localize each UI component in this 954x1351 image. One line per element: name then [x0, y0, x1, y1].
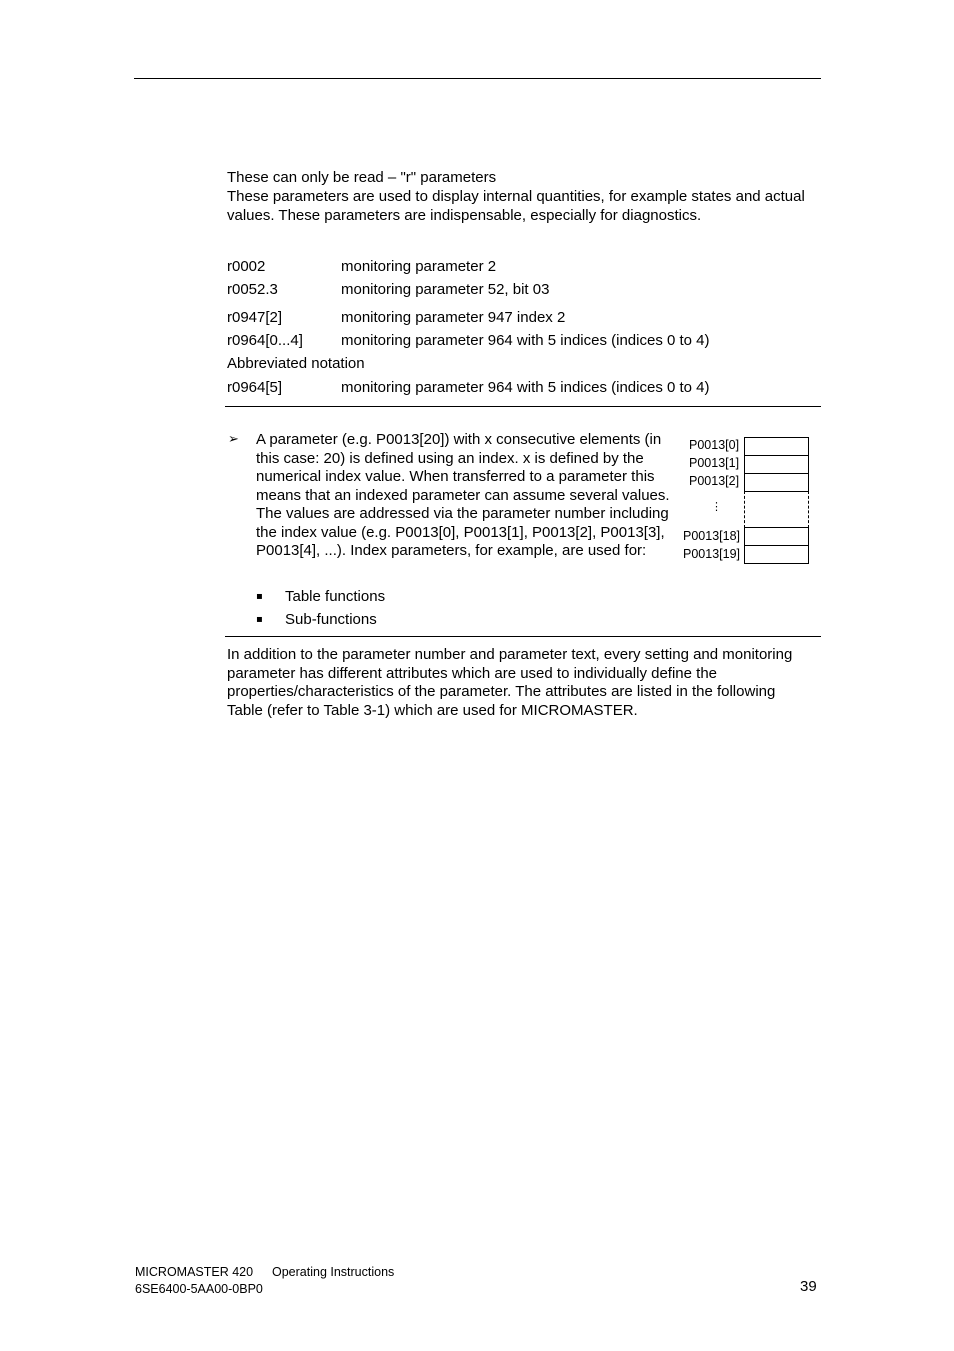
example-code: r0052.3: [227, 281, 278, 298]
abbreviated-desc: monitoring parameter 964 with 5 indices (indices 0 to 4): [341, 379, 710, 396]
index-cell: [744, 545, 809, 564]
index-label: P0013[18]: [683, 529, 740, 543]
indexed-parameter-paragraph: A parameter (e.g. P0013[20]) with x consecutive elements (in this case: 20) is defined using an index. x is defined by the numerical index value. When transferred to a parameter this means that an indexed parameter can assume several values. The values are addressed via the parameter number including the index value (e.g. P0013[0], P0013[1], P0013[2], P0013[3], P0013[4], ...). Index parameters, for example, are used for:: [256, 431, 670, 559]
example-code: r0947[2]: [227, 309, 283, 326]
intro-heading: These can only be read – "r" parameters: [227, 169, 497, 186]
abbreviated-label: Abbreviated notation: [227, 355, 365, 372]
index-label: P0013[19]: [683, 547, 740, 561]
list-item-table-functions: Table functions: [285, 588, 386, 605]
attributes-paragraph: In addition to the parameter number and parameter text, every setting and monitoring parameter has different attributes which are used to individually define the properties/characteristics of the parameter. The attributes are listed in the following Table (refer to Table 3-1) which are used for MICROMASTER.: [227, 646, 793, 719]
index-cell: [744, 473, 809, 492]
example-code: r0002: [227, 258, 266, 275]
section-divider: [225, 406, 821, 407]
intro-paragraph: These parameters are used to display internal quantities, for example states and actual values. These parameters are indispensable, especially for diagnostics.: [227, 188, 805, 224]
example-desc: monitoring parameter 964 with 5 indices (indices 0 to 4): [341, 332, 710, 349]
footer-product: MICROMASTER 420: [135, 1265, 254, 1279]
index-cell: [744, 437, 809, 456]
example-desc: monitoring parameter 52, bit 03: [341, 281, 550, 298]
footer-doc-type: Operating Instructions: [272, 1265, 395, 1279]
square-bullet-icon: ▪: [256, 591, 263, 602]
list-item-sub-functions: Sub-functions: [285, 611, 377, 628]
index-label: P0013[2]: [689, 474, 740, 488]
index-label: P0013[1]: [689, 456, 740, 470]
ellipsis-icon: ⋮: [711, 500, 722, 513]
example-desc: monitoring parameter 947 index 2: [341, 309, 566, 326]
index-cell: [744, 527, 809, 546]
abbreviated-code: r0964[5]: [227, 379, 283, 396]
arrow-bullet-icon: ➢: [228, 432, 239, 447]
index-cell: [744, 455, 809, 474]
footer-order-number: 6SE6400-5AA00-0BP0: [135, 1282, 263, 1296]
header-rule: [134, 78, 821, 79]
index-label: P0013[0]: [689, 438, 740, 452]
example-desc: monitoring parameter 2: [341, 258, 497, 275]
index-cell-gap: [744, 491, 809, 528]
page-number: 39: [800, 1278, 817, 1295]
section-divider: [225, 636, 821, 637]
square-bullet-icon: ▪: [256, 614, 263, 625]
example-code: r0964[0...4]: [227, 332, 303, 349]
